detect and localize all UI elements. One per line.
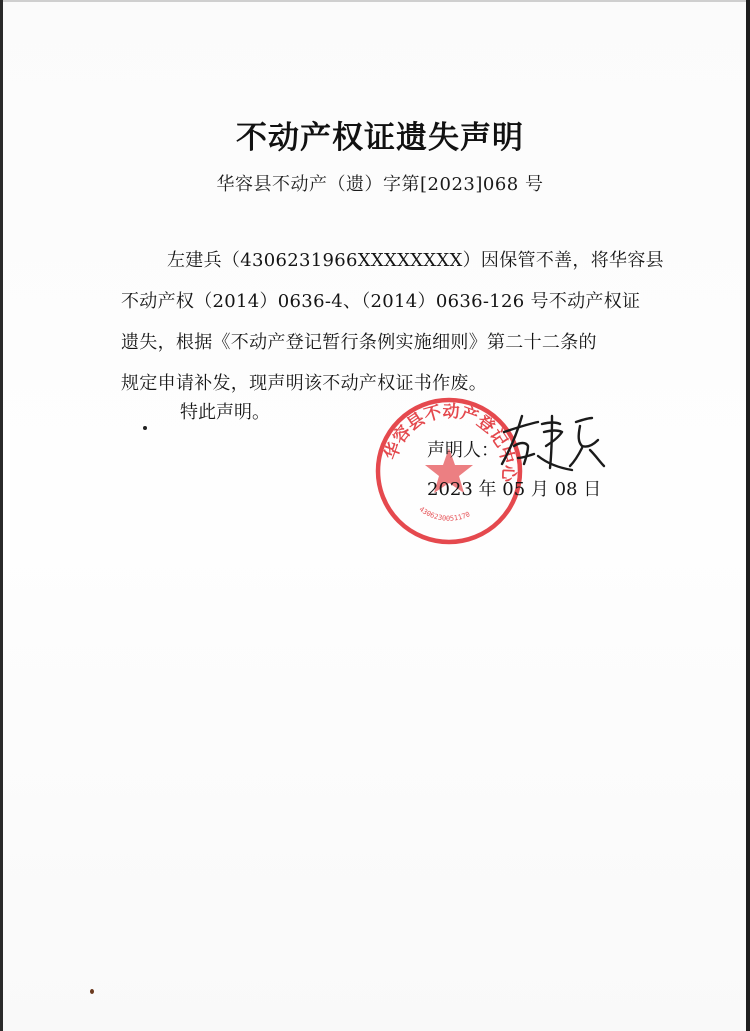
svg-text:4306230051170 [418,505,472,523]
statement-line-3: 遗失，根据《不动产登记暂行条例实施细则》第二十二条的 [121,332,597,353]
seal-code: 4306230051170 [417,505,472,523]
stray-mark [143,426,147,430]
statement-body [121,240,664,404]
declarant-label: 声明人： [427,440,499,461]
statement-line-4: 规定申请补发，现声明该不动产权证书作废。 [121,373,487,394]
statement-line-2: 不动产权（2014）0636-4、（2014）0636-126 号不动产权证 [121,291,641,312]
closing-remark: 特此声明。 [180,402,270,423]
stray-mark-bottom [90,989,94,994]
reference-number: 华容县不动产（遗）字第[2023]068 号 [216,174,544,195]
page-edge-top [0,0,750,2]
statement-line-1: 左建兵（4306231966XXXXXXXX）因保管不善，将华容县 [167,250,664,271]
seal-text: 华容县不动产登记中心 [381,401,519,483]
statement-date: 2023 年 05 月 08 日 [427,479,602,500]
document-title: 不动产权证遗失声明 [236,120,524,156]
handwritten-signature-icon [498,412,608,474]
